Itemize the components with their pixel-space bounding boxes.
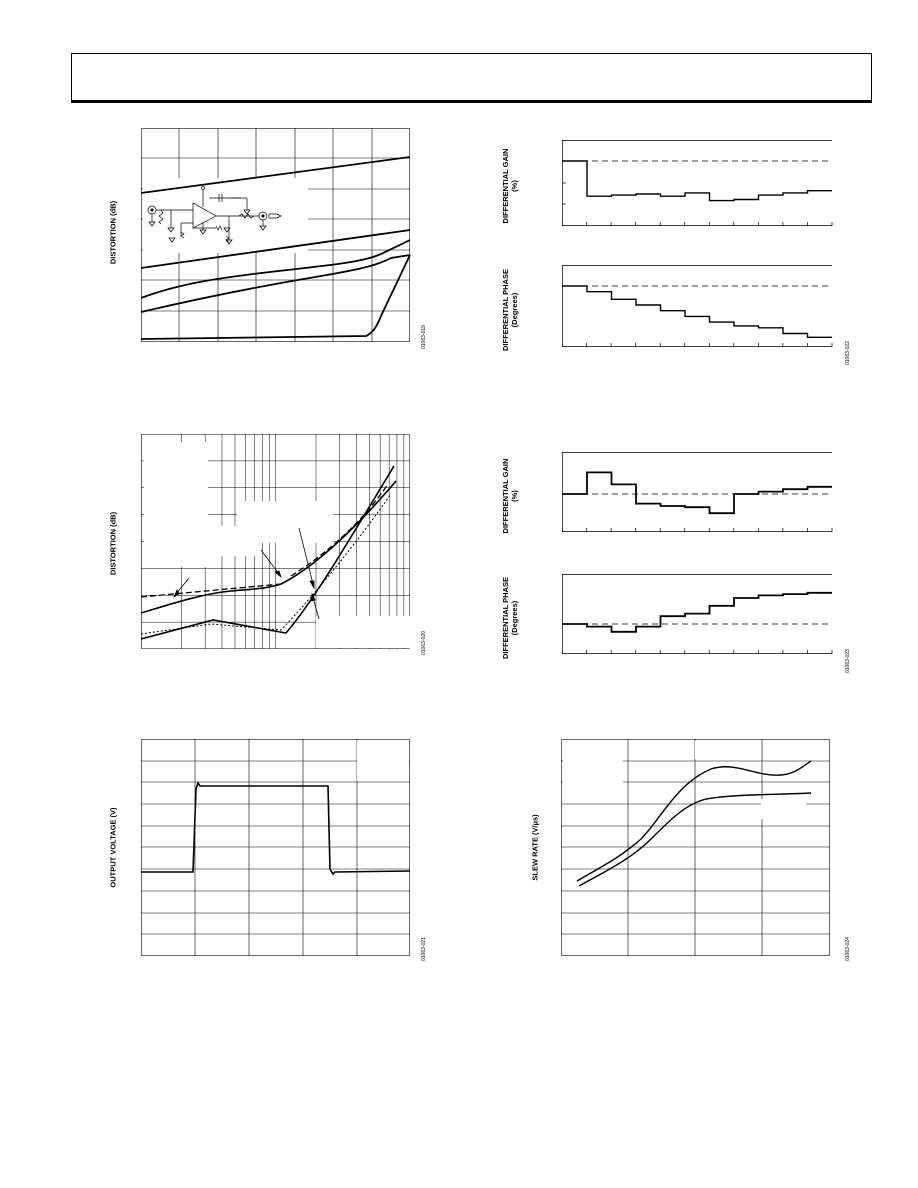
- page-header: [71, 53, 872, 103]
- fig4-distortion-chart: [141, 434, 411, 650]
- fig1-distortion-chart: [141, 128, 411, 343]
- fig3-differential-phase-chart: [562, 265, 834, 353]
- fig1-code: 01063-019: [421, 325, 427, 349]
- fig2-ylabel: DIFFERENTIAL GAIN (%): [501, 148, 519, 224]
- fig5-series: [562, 472, 832, 513]
- fig6-ylabel: DIFFERENTIAL PHASE (Degrees): [501, 577, 519, 659]
- fig8-slew-rate-chart: [561, 739, 831, 957]
- fig3-code: 01063-022: [845, 341, 851, 365]
- fig7-code: 01063-021: [421, 937, 427, 961]
- fig6-series: [562, 593, 832, 632]
- fig2-series: [562, 161, 832, 201]
- fig5-differential-gain-chart: [562, 452, 834, 536]
- fig7-series: [141, 783, 410, 874]
- fig3-ylabel: DIFFERENTIAL PHASE (Degrees): [501, 269, 519, 351]
- fig7-output-voltage-chart: [141, 739, 411, 957]
- fig3-series: [562, 286, 832, 337]
- fig8-code: 01063-024: [845, 937, 851, 961]
- fig1-ylabel: DISTORTION (dB): [108, 200, 118, 265]
- fig8-ylabel: SLEW RATE (V/µs): [530, 814, 540, 881]
- fig6-differential-phase-chart: [562, 574, 834, 660]
- fig4-code: 01063-020: [421, 631, 427, 655]
- fig5-ylabel: DIFFERENTIAL GAIN (%): [501, 458, 519, 534]
- fig6-code: 01063-023: [845, 649, 851, 673]
- fig2-differential-gain-chart: [562, 140, 834, 232]
- fig7-ylabel: OUTPUT VOLTAGE (V): [108, 807, 118, 888]
- fig4-ylabel: DISTORTION (dB): [108, 511, 118, 576]
